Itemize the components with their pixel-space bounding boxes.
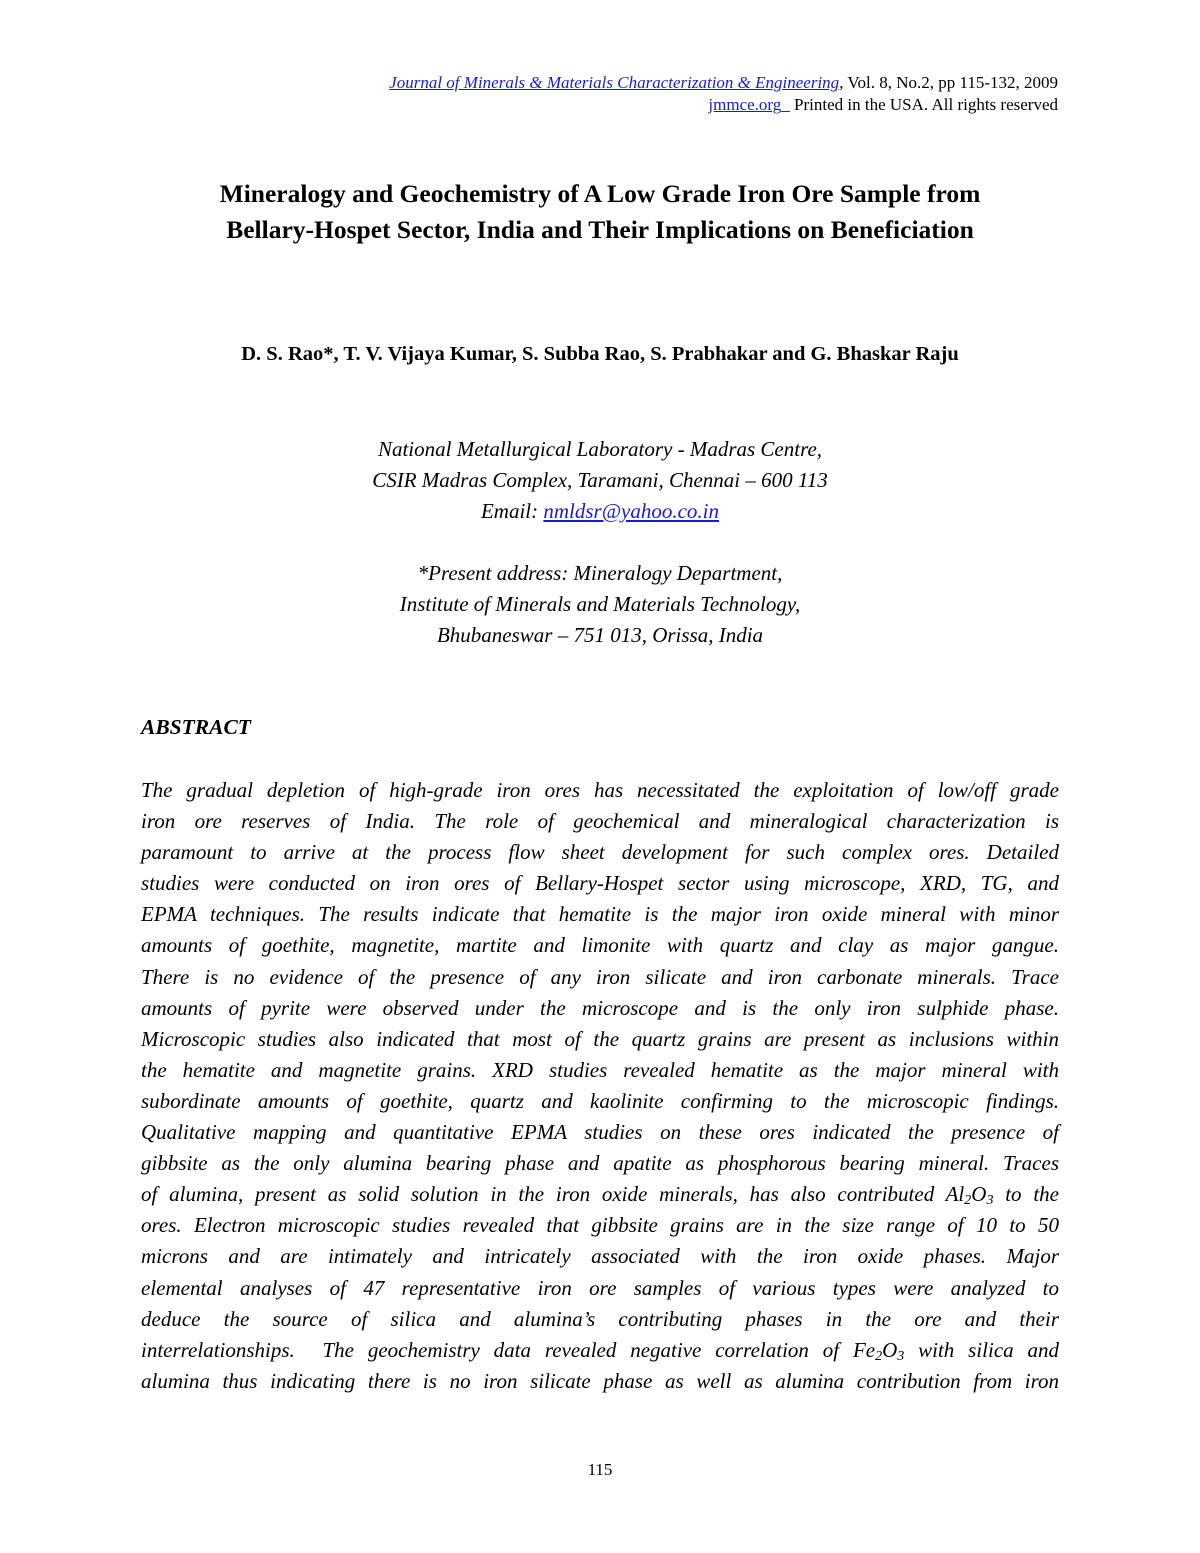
fe2o3-formula: $Fe_2O_3$: [852, 1337, 905, 1364]
affiliation-line-1: National Metallurgical Laboratory - Madras Centre,: [377, 437, 823, 461]
abstract-line-with-formula: [141, 1179, 1059, 1210]
al2o3-formula: $Al_2O_3$: [945, 1182, 994, 1209]
journal-header: [389, 72, 1058, 116]
abstract-line-text: of alumina, present as solid solution in the iron oxide minerals, has also contributed: [141, 1182, 946, 1207]
title-line-1: Mineralogy and Geochemistry of A Low Grade Iron Ore Sample from: [219, 179, 981, 208]
abstract-line: amounts of pyrite were observed under the microscope and is the only iron sulphide phase.: [141, 995, 1059, 1020]
email-link[interactable]: nmldsr@yahoo.co.in: [543, 499, 720, 523]
abstract-line: ores. Electron microscopic studies revealed that gibbsite grains are in the size range of 10 to 50: [141, 1213, 1059, 1238]
present-address-line-3: Bhubaneswar – 751 013, Orissa, India: [436, 623, 764, 647]
affiliation-email-line: [140, 496, 1060, 527]
abstract-heading: ABSTRACT: [141, 715, 251, 739]
abstract-line: studies were conducted on iron ores of Bellary-Hospet sector using microscope, XRD, TG, and: [141, 871, 1059, 896]
rights-text: Printed in the USA. All rights reserved: [794, 95, 1058, 114]
abstract-line: elemental analyses of 47 representative iron ore samples of various types were analyzed to: [141, 1275, 1059, 1300]
header-line-2: [389, 94, 1058, 116]
abstract-line: gibbsite as the only alumina bearing phase and apatite as phosphorous bearing mineral. Traces: [141, 1151, 1059, 1176]
abstract-line: Microscopic studies also indicated that most of the quartz grains are present as inclusions within: [141, 1026, 1059, 1051]
abstract-line: alumina thus indicating there is no iron silicate phase as well as alumina contribution from iron: [141, 1368, 1059, 1393]
abstract-line-tail: with silica and: [904, 1337, 1059, 1362]
page-number: 115: [587, 1460, 613, 1479]
abstract-line: iron ore reserves of India. The role of geochemical and mineralogical characterization is: [141, 809, 1059, 834]
abstract-line-with-formula: [141, 1335, 1059, 1366]
abstract-line-tail: to the: [993, 1182, 1059, 1207]
header-line-1: [389, 72, 1058, 94]
author-list: D. S. Rao*, T. V. Vijaya Kumar, S. Subba Rao, S. Prabhakar and G. Bhaskar Raju: [241, 343, 959, 365]
abstract-line: There is no evidence of the presence of any iron silicate and iron carbonate minerals. Trace: [141, 964, 1059, 989]
abstract-line: the hematite and magnetite grains. XRD studies revealed hematite as the major mineral with: [141, 1057, 1059, 1082]
email-label: Email:: [480, 499, 544, 523]
affiliation-line-2: CSIR Madras Complex, Taramani, Chennai – 600 113: [372, 468, 828, 492]
abstract-line: deduce the source of silica and alumina’s contributing phases in the ore and their: [141, 1306, 1059, 1331]
journal-link[interactable]: Journal of Minerals & Materials Characterization & Engineering: [389, 73, 840, 92]
abstract-body: [141, 775, 1059, 1397]
present-address-line-2: Institute of Minerals and Materials Technology,: [399, 592, 801, 616]
abstract-line: EPMA techniques. The results indicate that hematite is the major iron oxide mineral with minor: [141, 902, 1059, 927]
site-link[interactable]: jmmce.org: [708, 95, 782, 114]
abstract-line: subordinate amounts of goethite, quartz and kaolinite confirming to the microscopic findings.: [141, 1088, 1059, 1113]
abstract-line: Qualitative mapping and quantitative EPMA studies on these ores indicated the presence of: [141, 1120, 1059, 1145]
present-address: [140, 558, 1060, 651]
abstract-line: paramount to arrive at the process flow sheet development for such complex ores. Detailed: [141, 840, 1059, 865]
abstract-line-text: interrelationships. The geochemistry data revealed negative correlation of: [141, 1337, 853, 1362]
abstract-line: microns and are intimately and intricately associated with the iron oxide phases. Major: [141, 1244, 1059, 1269]
citation-text: , Vol. 8, No.2, pp 115-132, 2009: [839, 73, 1058, 92]
abstract-line: amounts of goethite, magnetite, martite and limonite with quartz and clay as major gangue.: [141, 933, 1059, 958]
paper-title: [140, 176, 1060, 248]
abstract-line: The gradual depletion of high-grade iron ores has necessitated the exploitation of low/off grade: [141, 778, 1059, 802]
present-address-line-1: *Present address: Mineralogy Department,: [417, 561, 783, 585]
affiliation: [140, 434, 1060, 527]
title-line-2: Bellary-Hospet Sector, India and Their Implications on Beneficiation: [226, 215, 974, 244]
